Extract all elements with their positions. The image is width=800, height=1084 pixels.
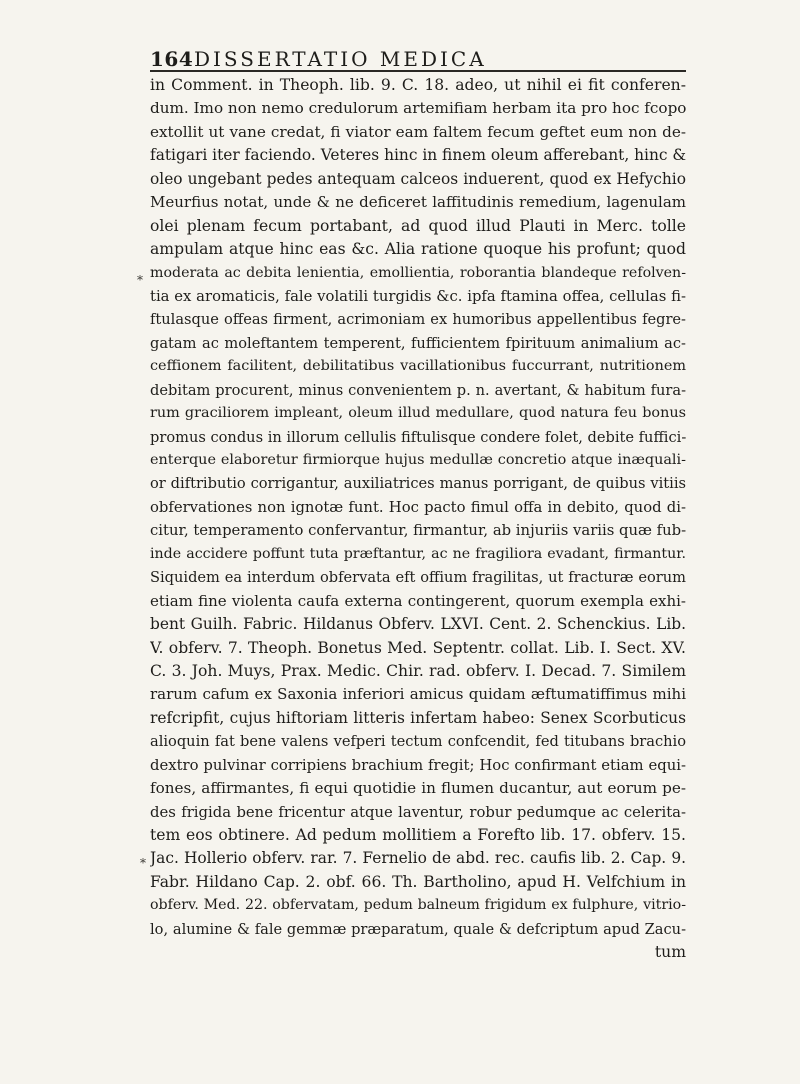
text-line: tia ex aromaticis, fale volatili turgidis &c. ipfa ftamina offea, cellulas fi- <box>150 287 686 305</box>
text-line: rum graciliorem impleant, oleum illud medullare, quod natura feu bonus <box>150 405 686 422</box>
body-text <box>150 74 686 965</box>
text-line: moderata ac debita lenientia, emollientia, roborantia blandeque refolven- <box>150 264 686 281</box>
text-line: inde accidere poffunt tuta præftantur, ac ne fragiliora evadant, firmantur. <box>150 545 686 562</box>
text-line: olei plenam fecum portabant, ad quod illud Plauti in Merc. tolle <box>150 216 686 235</box>
text-line: refcripfit, cujus hiftoriam litteris infertam habeo: Senex Scorbuticus <box>150 708 686 727</box>
text-line: dextro pulvinar corripiens brachium fregit; Hoc confirmant etiam equi- <box>150 756 686 774</box>
text-line: debitam procurent, minus convenientem p. n. avertant, & habitum fura- <box>150 381 686 399</box>
text-line: obferv. Med. 22. obfervatam, pedum balneum frigidum ex fulphure, vitrio- <box>150 897 686 914</box>
text-line: ampulam atque hinc eas &c. Alia ratione quoque his profunt; quod <box>150 240 686 259</box>
header-rule <box>150 70 686 72</box>
page-header <box>150 47 686 71</box>
text-line: V. obferv. 7. Theoph. Bonetus Med. Septentr. collat. Lib. I. Sect. XV. <box>150 638 686 657</box>
text-line: tem eos obtinere. Ad pedum mollitiem a Forefto lib. 17. obferv. 15. <box>150 826 686 844</box>
text-line: alioquin fat bene valens vefperi tectum confcendit, fed titubans brachio <box>150 733 686 751</box>
text-line: oleo ungebant pedes antequam calceos induerent, quod ex Hefychio <box>150 169 686 188</box>
running-head: DISSERTATIO MEDICA <box>194 47 487 71</box>
text-line: fatigari iter faciendo. Veteres hinc in finem oleum afferebant, hinc & <box>150 146 686 165</box>
text-line: fones, affirmantes, fi equi quotidie in flumen ducantur, aut eorum pe- <box>150 779 686 798</box>
text-line: gatam ac moleftantem temperent, fufficientem fpirituum animalium ac- <box>150 334 686 352</box>
text-line: lo, alumine & fale gemmæ præparatum, quale & defcriptum apud Zacu- <box>150 920 686 938</box>
catchword: tum <box>654 943 686 962</box>
text-line: des frigida bene fricentur atque laventur, robur pedumque ac celerita- <box>150 803 686 821</box>
text-line: C. 3. Joh. Muys, Prax. Medic. Chir. rad. obferv. I. Decad. 7. Similem <box>150 661 686 680</box>
text-line: ftulasque offeas firment, acrimoniam ex humoribus appellentibus fegre- <box>150 311 686 329</box>
text-line: obfervationes non ignotæ funt. Hoc pacto fimul offa in debito, quod di- <box>150 498 686 516</box>
page-number: 164 <box>150 47 194 71</box>
text-line: Meurfius notat, unde & ne deficeret laffitudinis remedium, lagenulam <box>150 193 686 212</box>
text-line: in Comment. in Theoph. lib. 9. C. 18. adeo, ut nihil ei fit conferen- <box>150 76 686 94</box>
text-line: Fabr. Hildano Cap. 2. obf. 66. Th. Bartholino, apud H. Velfchium in <box>150 872 686 891</box>
text-line: rarum cafum ex Saxonia inferiori amicus quidam æftumatiffimus mihi <box>150 685 686 704</box>
margin-mark: * <box>137 273 143 287</box>
text-line: extollit ut vane credat, fi viator eam faltem fecum geftet eum non de- <box>150 122 686 141</box>
margin-mark: * <box>140 856 146 870</box>
text-line: citur, temperamento confervantur, firmantur, ab injuriis variis quæ fub- <box>150 522 686 540</box>
text-line: dum. Imo non nemo credulorum artemifiam herbam ita pro hoc fcopo <box>150 99 686 118</box>
text-line: etiam fine violenta caufa externa contingerent, quorum exempla exhi- <box>150 591 686 610</box>
text-line: Siquidem ea interdum obfervata eft offium fragilitas, ut fracturæ eorum <box>150 569 686 587</box>
text-line: bent Guilh. Fabric. Hildanus Obferv. LXVI. Cent. 2. Schenckius. Lib. <box>150 615 686 634</box>
text-line: Jac. Hollerio obferv. rar. 7. Fernelio de abd. rec. caufis lib. 2. Cap. 9. <box>150 849 686 868</box>
text-line: enterque elaboretur firmiorque hujus medullæ concretio atque inæquali- <box>150 452 686 468</box>
text-line: ceffionem facilitent, debilitatibus vacillationibus fuccurrant, nutritionem <box>150 358 686 375</box>
text-line: or diftributio corrigantur, auxiliatrices manus porrigant, de quibus vitiis <box>150 475 686 493</box>
text-line: promus condus in illorum cellulis fiftulisque condere folet, debite fuffici- <box>150 428 686 446</box>
